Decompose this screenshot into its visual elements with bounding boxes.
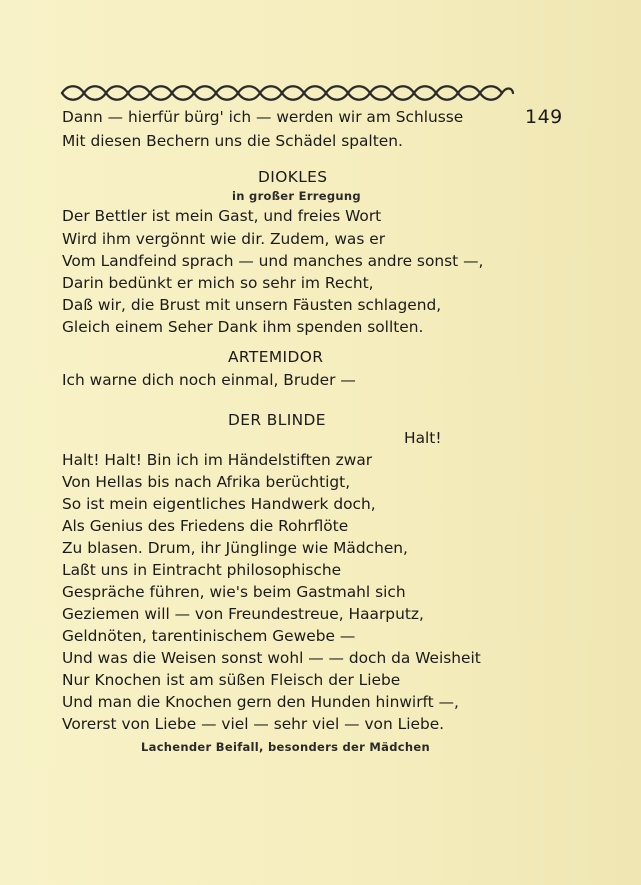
speaker-name: ARTEMIDOR [228,348,324,366]
speaker-name: DER BLINDE [228,411,326,429]
stage-direction: in großer Erregung [232,189,361,203]
text-line: Zu blasen. Drum, ihr Jünglinge wie Mädchen, [62,539,408,557]
text-line: Und was die Weisen sonst wohl — — doch da Weisheit [62,649,481,667]
text-line: Wird ihm vergönnt wie dir. Zudem, was er [62,230,386,248]
text-line: Gleich einem Seher Dank ihm spenden sollten. [62,318,424,336]
text-line: Halt! [404,429,442,447]
speaker-name: DIOKLES [258,168,328,186]
text-line: Geldnöten, tarentinischem Gewebe — [62,627,356,645]
text-line: Daß wir, die Brust mit unsern Fäusten schlagend, [62,296,442,314]
text-line: Dann — hierfür bürg' ich — werden wir am Schlusse [62,108,464,126]
page-number: 149 [525,106,563,128]
text-line: Und man die Knochen gern den Hunden hinwirft —, [62,693,459,711]
text-line: Laßt uns in Eintracht philosophische [62,561,342,579]
text-line: Mit diesen Bechern uns die Schädel spalten. [62,132,403,150]
stage-direction: Lachender Beifall, besonders der Mädchen [141,740,430,754]
text-line: Darin bedünkt er mich so sehr im Recht, [62,274,374,292]
text-line: Ich warne dich noch einmal, Bruder — [62,371,356,389]
text-line: Von Hellas bis nach Afrika berüchtigt, [62,473,351,491]
text-line: So ist mein eigentliches Handwerk doch, [62,495,376,513]
text-line: Als Genius des Friedens die Rohrflöte [62,517,349,535]
text-line: Vorerst von Liebe — viel — sehr viel — von Liebe. [62,715,445,733]
text-line: Halt! Halt! Bin ich im Händelstiften zwar [62,451,373,469]
text-line: Geziemen will — von Freundestreue, Haarputz, [62,605,424,623]
decorative-border-ornament [58,82,516,104]
text-line: Gespräche führen, wie's beim Gastmahl sich [62,583,406,601]
text-line: Vom Landfeind sprach — und manches andre sonst —, [62,252,484,270]
text-line: Der Bettler ist mein Gast, und freies Wort [62,207,382,225]
text-line: Nur Knochen ist am süßen Fleisch der Liebe [62,671,401,689]
